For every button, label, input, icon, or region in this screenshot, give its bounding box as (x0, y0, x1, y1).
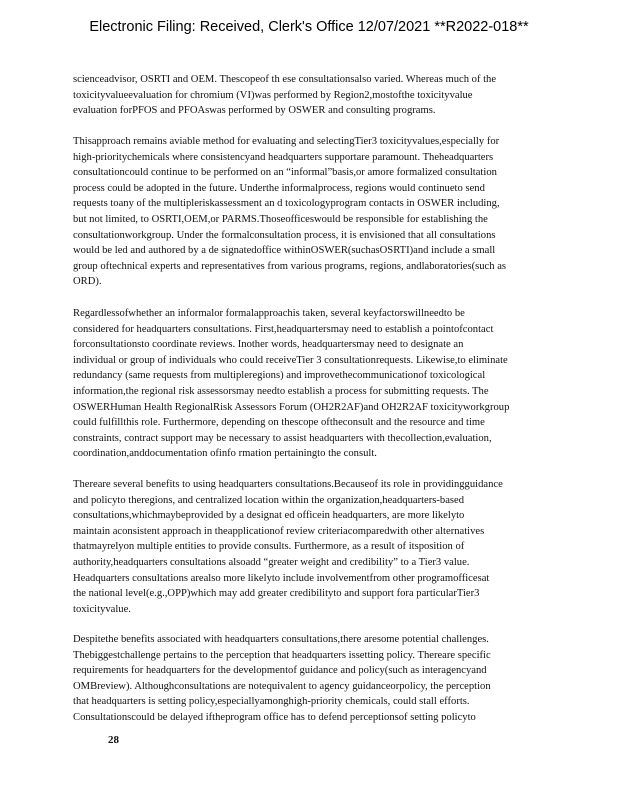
text-line: toxicityvalue. (73, 603, 131, 615)
text-line: authority,headquarters consultations alsoadd “greater weight and credibility” to a Tier3 value. (73, 556, 470, 568)
paragraph-2 (73, 134, 553, 290)
page-number: 28 (108, 734, 119, 746)
text-line: the national level(e.g.,OPP)which may add greater credibilityto and support fora particularTier3 (73, 588, 480, 600)
text-line: high-prioritychemicals where consistencyand headquarters supportare paramount. Theheadquarters (73, 151, 494, 163)
text-line: Thisapproach remains aviable method for evaluating and selectingTier3 toxicityvalues,especially for (73, 136, 500, 147)
text-line: constraints, contract support may be necessary to assist headquarters with thecollection,evaluation, (73, 432, 492, 444)
text-line: individual or group of individuals who could receiveTier 3 consultationrequests. Likewise,to eliminate (73, 354, 508, 366)
text-line: Despitethe benefits associated with headquarters consultations,there aresome potential challenges. (73, 634, 489, 645)
text-line: consultationworkgroup. Under the formalconsultation process, it is envisioned that all consultations (73, 229, 496, 241)
paragraph-5 (73, 632, 553, 726)
text-line: redundancy (same requests from multipleregions) and improvethecommunicationof toxicological (73, 370, 486, 382)
text-line: group oftechnical experts and representatives from various programs, regions, andlaboratories(such as (73, 260, 507, 272)
text-line: that headquarters is setting policy,especiallyamonghigh-priority chemicals, could stall efforts. (73, 696, 470, 708)
text-line: consultationcould continue to be performed on an “informal”basis,or amore formalized consultation (73, 167, 497, 179)
text-line: OSWERHuman Health RegionalRisk Assessors Forum (OH2R2AF)and OH2R2AF toxicityworkgroup (73, 401, 510, 413)
text-line: could fulfillthis role. Furthermore, depending on thescope oftheconsult and the resource and time (73, 417, 485, 429)
text-line: maintain aconsistent approach in theapplicationof review criteriacomparedwith other alternatives (73, 525, 485, 537)
paragraph-3 (73, 306, 553, 462)
text-line: process could be adopted in the future. Underthe informalprocess, regions would continueto send (73, 182, 485, 194)
text-line: Thebiggestchallenge pertains to the perception that headquarters issetting policy. Thereare specific (73, 649, 491, 661)
text-line: requirements for headquarters for the developmentof guidance and policy(such as interagencyand (73, 665, 487, 677)
paragraph-4 (73, 477, 553, 617)
text-line: forconsultationsto coordinate reviews. Inother words, headquartersmay need to designate an (73, 339, 464, 351)
text-line: ORD). (73, 276, 102, 288)
text-line: evaluation forPFOS and PFOAswas performed by OSWER and consulting programs. (73, 105, 436, 117)
text-line: Thereare several benefits to using headquarters consultations.Becauseof its role in providingguidance (73, 479, 503, 490)
text-line: but not limited, to OSRTI,OEM,or PARMS.Thoseofficeswould be responsible for establishing the (73, 213, 488, 225)
text-line: Regardlessofwhether an informalor formalapproachis taken, several keyfactorswillneedto be (73, 308, 465, 319)
text-line: considered for headquarters consultations. First,headquartersmay need to establish a pointofcontact (73, 323, 494, 335)
filing-stamp-header: Electronic Filing: Received, Clerk's Office 12/07/2021 **R2022-018** (89, 19, 529, 35)
paragraph-1 (73, 72, 553, 119)
text-line: scienceadvisor, OSRTI and OEM. Thescopeof th ese consultationsalso varied. Whereas much of the (73, 74, 497, 85)
text-line: thatmayrelyon multiple entities to provide consults. Furthermore, as a result of itsposition of (73, 541, 465, 553)
text-line: requests toany of the multipleriskassessment an d toxicologyprogram contacts in OSWER including, (73, 198, 500, 210)
text-line: Headquarters consultations arealso more likelyto include involvementfrom other programofficesat (73, 572, 490, 584)
text-line: consultations,whichmaybeprovided by a designat ed officein headquarters, are more likelyto (73, 510, 465, 522)
text-line: OMBreview). Althoughconsultations are notequivalent to agency guidanceorpolicy, the perception (73, 680, 491, 692)
text-line: would be led and authored by a de signatedoffice withinOSWER(suchasOSRTI)and include a small (73, 245, 496, 257)
text-line: and policyto theregions, and centralized location within the organization,headquarters-based (73, 494, 465, 506)
text-line: information,the regional risk assessorsmay needto establish a process for submitting requests. The (73, 385, 489, 397)
text-line: toxicityvalueevaluation for chromium (VI)was performed by Region2,mostofthe toxicityvalue (73, 89, 473, 101)
text-line: coordination,anddocumentation ofinfo rmation pertainingto the consult. (73, 448, 377, 460)
text-line: Consultationscould be delayed iftheprogram office has to defend perceptionsof setting policyto (73, 711, 476, 723)
